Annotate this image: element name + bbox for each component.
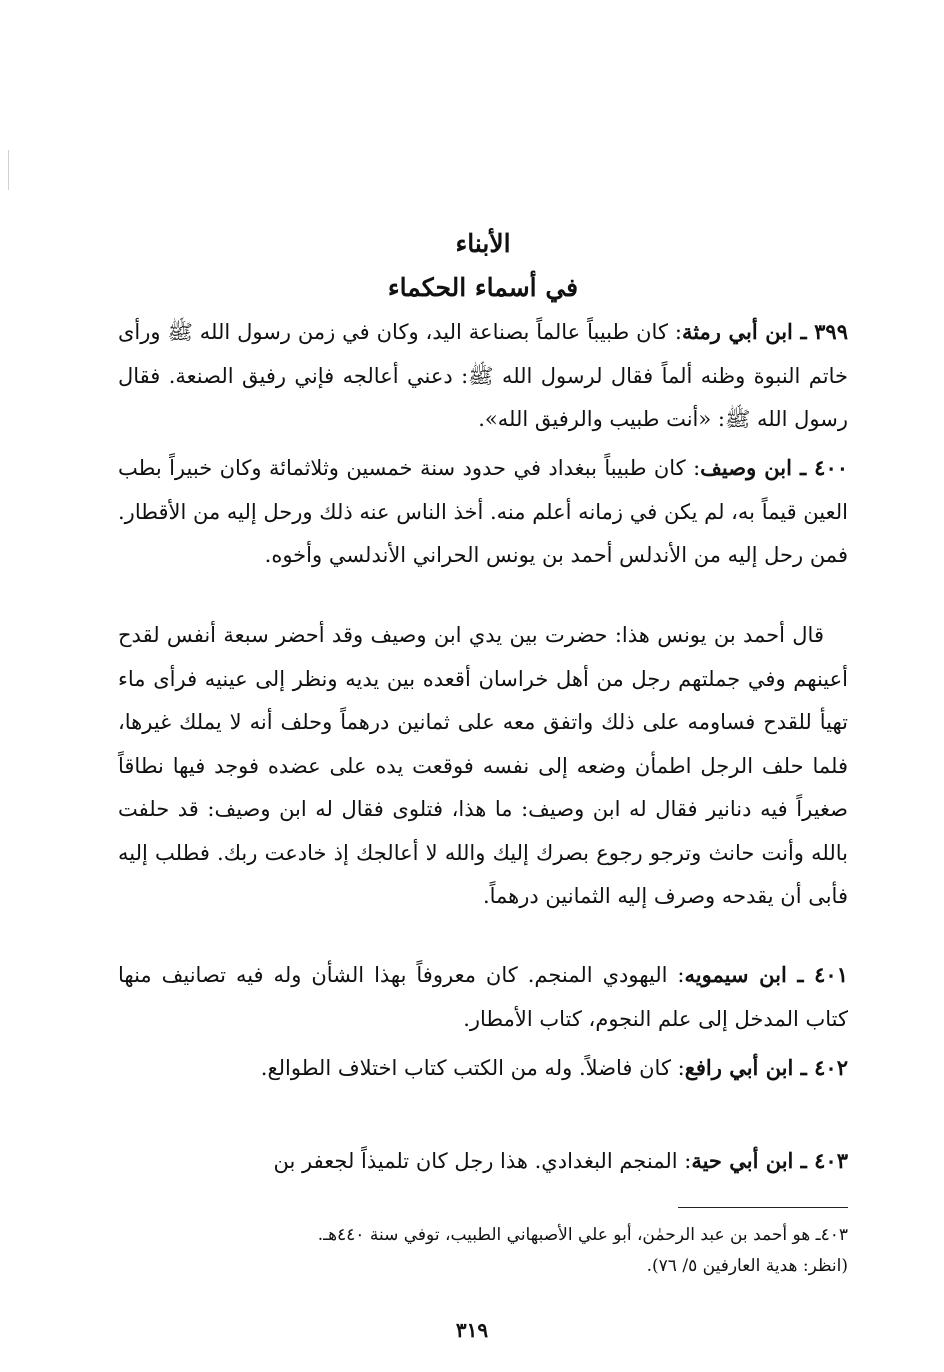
entry-text: : كان طبيباً عالماً بصناعة اليد، وكان في زمن رسول الله ﷺ ورأى خاتم النبوة وظنه ألماً فقال لرسول الله ﷺ: دعني أعالجه فإني رفيق الصنعة. فقال رسول الله ﷺ: «أنت طبيب والرفيق الله».: [118, 320, 848, 431]
entry-number: ٤٠٠: [814, 455, 849, 480]
entry-name: ابن وصيف: [700, 455, 792, 480]
entry-name: ابن أبي رمثة: [681, 319, 793, 344]
footnote-divider: [678, 1207, 848, 1208]
footnote-line: ٤٠٣ـ هو أحمد بن عبد الرحمٰن، أبو علي الأصبهاني الطبيب، توفي سنة ٤٤٠هـ.: [317, 1225, 848, 1245]
entry-separator: ـ: [791, 455, 815, 480]
entry-399: [118, 310, 848, 442]
entry-400: [118, 446, 848, 578]
entry-402: [118, 1046, 848, 1091]
entry-text: : كان طبيباً ببغداد في حدود سنة خمسين وثلاثمائة وكان خبيراً بطب العين قيماً به، لم يكن في زمانه أعلم منه. أخذ الناس عنه ذلك ورحل إليه من الأقطار. فمن رحل إليه من الأندلس أحمد بن يونس الحراني الأندلسي وأخوه.: [118, 456, 848, 567]
entry-paragraph: [118, 1046, 848, 1091]
chapter-subtitle: في أسماء الحكماء: [387, 273, 579, 302]
anecdote-paragraph: [118, 614, 848, 919]
scan-margin-mark: [8, 150, 9, 190]
entry-number: ٤٠١: [814, 962, 848, 987]
entry-number: ٤٠٢: [814, 1055, 848, 1080]
entry-paragraph: [118, 953, 848, 1041]
chapter-title: الأبناء: [455, 229, 511, 258]
entry-separator: ـ: [792, 319, 815, 344]
entry-paragraph: [118, 310, 848, 442]
entry-paragraph: [118, 1139, 848, 1184]
entry-text: : كان فاضلاً. وله من الكتب كتاب اختلاف الطوالع.: [260, 1056, 685, 1080]
entry-text: قال أحمد بن يونس هذا: حضرت بين يدي ابن وصيف وقد أحضر سبعة أنفس لقدح أعينهم وفي جملتهم رجل من أهل خراسان أقعده بين يديه ونظر إلى عينيه فرأى ماء تهيأ للقدح فساومه على ذلك واتفق معه على ثمانين درهماً وحلف أنه لا يملك غيرها، فلما حلف الرجل اطمأن وضعه إلى نفسه فوقعت يده على عضده فوجد فيها نطاقاً صغيراً فيه دنانير فقال له ابن وصيف: ما هذا، فتلوى فقال له ابن وصيف: قد حلفت بالله وأنت حانث وترجو رجوع بصرك إليك والله لا أعالجك إذ خادعت ربك. فطلب إليه فأبى أن يقدحه وصرف إليه الثمانين درهماً.: [118, 623, 848, 908]
footnote-reference: (انظر: هدية العارفين ٥/ ٧٦).: [646, 1256, 848, 1276]
entry-name: ابن أبي رافع: [684, 1055, 794, 1080]
entry-separator: ـ: [793, 1055, 815, 1080]
entry-paragraph: [118, 446, 848, 578]
entry-text: : المنجم البغدادي. هذا رجل كان تلميذاً لجعفر بن: [273, 1149, 692, 1173]
entry-separator: ـ: [786, 962, 815, 987]
entry-403: [118, 1139, 848, 1184]
entry-401: [118, 953, 848, 1041]
entry-number: ٣٩٩: [814, 319, 848, 344]
entry-separator: ـ: [793, 1148, 815, 1173]
entry-name: ابن سيمويه: [684, 962, 787, 987]
page-number: ٣١٩: [455, 1318, 489, 1342]
entry-name: ابن أبي حية: [691, 1148, 794, 1173]
entry-number: ٤٠٣: [814, 1148, 848, 1173]
entry-text: : اليهودي المنجم. كان معروفاً بهذا الشأن وله فيه تصانيف منها كتاب المدخل إلى علم النجوم، كتاب الأمطار.: [118, 963, 848, 1031]
